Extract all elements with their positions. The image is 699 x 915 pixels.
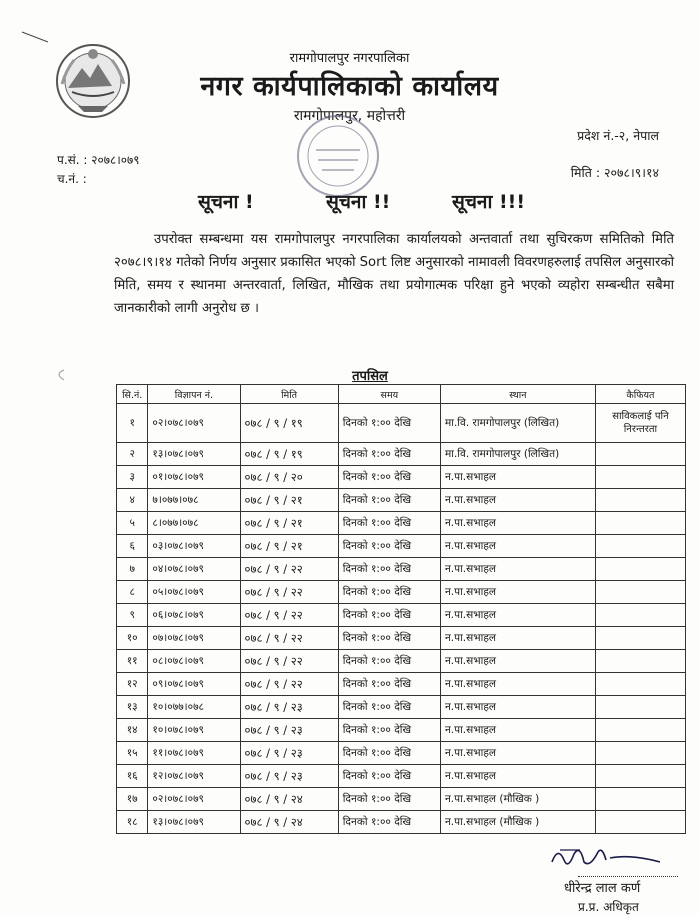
- cell-date: ०७८ / ९ / २२: [240, 604, 338, 627]
- cell-ad-no: १३।०७८।०७९: [148, 811, 240, 834]
- table-row: [117, 742, 686, 765]
- table-row: [117, 696, 686, 719]
- cell-place: न.पा.सभाहल: [440, 558, 595, 581]
- table-row: [117, 788, 686, 811]
- table-row: [117, 673, 686, 696]
- cell-place: न.पा.सभाहल: [440, 696, 595, 719]
- cell-time: दिनको १:०० देखि: [338, 719, 440, 742]
- header-place: स्थान: [440, 385, 595, 404]
- table-header-row: [117, 385, 686, 404]
- cell-place: न.पा.सभाहल: [440, 719, 595, 742]
- cell-sn: १६: [117, 765, 148, 788]
- cell-sn: ८: [117, 581, 148, 604]
- cell-place: न.पा.सभाहल: [440, 466, 595, 489]
- notice-body: उपरोक्त सम्बन्धमा यस रामगोपालपुर नगरपालिका कार्यालयको अन्तवार्ता तथा सुचिरकण समितिको मिति २०७८।९।१४ गतेको निर्णय अनुसार प्रकासित भएको Sort लिष्ट अनुसारको नामावली विवरणहरुलाई तपसिल अनुसारको मिति, समय र स्थानमा अन्तरवार्ता, लिखित, मौखिक तथा प्रयोगात्मक परिक्षा हुने भएको व्यहोरा सम्बन्धीत सबैमा जानकारीको लागी अनुरोध छ ।: [114, 232, 674, 316]
- cell-date: ०७८ / ९ / २३: [240, 696, 338, 719]
- cell-time: दिनको १:०० देखि: [338, 443, 440, 466]
- cell-place: मा.वि. रामगोपालपुर (लिखित): [440, 443, 595, 466]
- table-row: [117, 489, 686, 512]
- office-title: नगर कार्यपालिकाको कार्यालय: [200, 71, 499, 102]
- cell-place: न.पा.सभाहल: [440, 489, 595, 512]
- cell-sn: १३: [117, 696, 148, 719]
- cell-place: मा.वि. रामगोपालपुर (लिखित): [440, 404, 595, 443]
- header-ad-no: विज्ञापन नं.: [148, 385, 240, 404]
- cell-time: दिनको १:०० देखि: [338, 811, 440, 834]
- cell-date: ०७८ / ९ / २३: [240, 742, 338, 765]
- cell-sn: ७: [117, 558, 148, 581]
- cell-sn: ६: [117, 535, 148, 558]
- notice-heading: सूचना !: [198, 191, 254, 213]
- cell-ad-no: १०।०७८।०७९: [148, 719, 240, 742]
- cell-ad-no: १०।०७७।०७८: [148, 696, 240, 719]
- table-row: [117, 604, 686, 627]
- table-row: [117, 443, 686, 466]
- cell-remarks: [595, 650, 685, 673]
- cell-time: दिनको १:०० देखि: [338, 627, 440, 650]
- cell-time: दिनको १:०० देखि: [338, 673, 440, 696]
- cell-ad-no: ०९।०७८।०७९: [148, 673, 240, 696]
- cell-date: ०७८ / ९ / २२: [240, 650, 338, 673]
- cell-ad-no: १२।०७८।०७९: [148, 765, 240, 788]
- cell-sn: १७: [117, 788, 148, 811]
- cell-time: दिनको १:०० देखि: [338, 581, 440, 604]
- cell-remarks: [595, 489, 685, 512]
- cell-date: ०७८ / ९ / २४: [240, 788, 338, 811]
- cell-place: न.पा.सभाहल: [440, 650, 595, 673]
- cell-sn: १०: [117, 627, 148, 650]
- table-row: [117, 811, 686, 834]
- cell-remarks: [595, 466, 685, 489]
- cell-date: ०७८ / ९ / २३: [240, 719, 338, 742]
- cell-place: न.पा.सभाहल: [440, 512, 595, 535]
- cell-time: दिनको १:०० देखि: [338, 696, 440, 719]
- handwritten-signature: [540, 840, 670, 876]
- cell-date: ०७८ / ९ / २१: [240, 489, 338, 512]
- cell-sn: ५: [117, 512, 148, 535]
- table-row: [117, 581, 686, 604]
- cell-date: ०७८ / ९ / २१: [240, 535, 338, 558]
- cell-time: दिनको १:०० देखि: [338, 742, 440, 765]
- cell-time: दिनको १:०० देखि: [338, 535, 440, 558]
- province-text: प्रदेश नं.-२, नेपाल: [577, 128, 659, 143]
- cell-date: ०७८ / ९ / १९: [240, 443, 338, 466]
- cell-remarks: [595, 581, 685, 604]
- notice-heading: सूचना !!: [326, 191, 391, 213]
- header-date: मिति: [240, 385, 338, 404]
- cell-place: न.पा.सभाहल (मौखिक ): [440, 788, 595, 811]
- cell-ad-no: ११।०७८।०७९: [148, 742, 240, 765]
- cell-date: ०७८ / ९ / २२: [240, 558, 338, 581]
- table-row: [117, 719, 686, 742]
- schedule-table: [116, 384, 686, 834]
- table-row: [117, 650, 686, 673]
- cell-time: दिनको १:०० देखि: [338, 788, 440, 811]
- cell-sn: ४: [117, 489, 148, 512]
- office-address: रामगोपालपुर, महोत्तरी: [293, 108, 406, 124]
- cell-sn: ११: [117, 650, 148, 673]
- notice-heading: सूचना !!!: [452, 191, 525, 213]
- cell-place: न.पा.सभाहल: [440, 627, 595, 650]
- cell-date: ०७८ / ९ / २४: [240, 811, 338, 834]
- cell-place: न.पा.सभाहल (मौखिक ): [440, 811, 595, 834]
- cell-remarks: साविकलाई पनि निरन्तरता: [595, 404, 685, 443]
- cell-time: दिनको १:०० देखि: [338, 489, 440, 512]
- cell-remarks: [595, 627, 685, 650]
- cell-place: न.पा.सभाहल: [440, 742, 595, 765]
- cell-place: न.पा.सभाहल: [440, 673, 595, 696]
- cell-remarks: [595, 742, 685, 765]
- cell-time: दिनको १:०० देखि: [338, 604, 440, 627]
- cell-date: ०७८ / ९ / २२: [240, 581, 338, 604]
- schedule-title: तपसिल: [352, 369, 388, 384]
- dispatch-number: च.नं. :: [57, 172, 87, 186]
- cell-remarks: [595, 512, 685, 535]
- cell-ad-no: ०६।०७८।०७९: [148, 604, 240, 627]
- cell-sn: १: [117, 404, 148, 443]
- cell-ad-no: ०३।०७८।०७९: [148, 535, 240, 558]
- header-remarks: कैफियत: [595, 385, 685, 404]
- cell-sn: ९: [117, 604, 148, 627]
- cell-place: न.पा.सभाहल: [440, 604, 595, 627]
- table-row: [117, 627, 686, 650]
- municipality-name: रामगोपालपुर नगरपालिका: [289, 51, 410, 66]
- cell-remarks: [595, 535, 685, 558]
- table-row: [117, 404, 686, 443]
- cell-ad-no: ०१।०७८।०७९: [148, 466, 240, 489]
- cell-remarks: [595, 443, 685, 466]
- cell-sn: १५: [117, 742, 148, 765]
- cell-time: दिनको १:०० देखि: [338, 404, 440, 443]
- cell-remarks: [595, 696, 685, 719]
- cell-ad-no: ७।०७७।०७८: [148, 489, 240, 512]
- cell-remarks: [595, 558, 685, 581]
- header-sn: सि.नं.: [117, 385, 148, 404]
- schedule-body: [117, 404, 686, 834]
- cell-remarks: [595, 719, 685, 742]
- reference-number: प.सं. : २०७८।०७९: [57, 153, 140, 167]
- cell-remarks: [595, 604, 685, 627]
- cell-ad-no: ०२।०७८।०७९: [148, 788, 240, 811]
- cell-ad-no: १३।०७८।०७९: [148, 443, 240, 466]
- cell-date: ०७८ / ९ / २१: [240, 512, 338, 535]
- signature-line: [578, 876, 678, 877]
- table-row: [117, 558, 686, 581]
- cell-time: दिनको १:०० देखि: [338, 765, 440, 788]
- signatory-name: धीरेन्द्र लाल कर्ण: [564, 881, 641, 896]
- cell-remarks: [595, 788, 685, 811]
- cell-ad-no: ०४।०७८।०७९: [148, 558, 240, 581]
- cell-ad-no: ८।०७७।०७८: [148, 512, 240, 535]
- cell-date: ०७८ / ९ / २०: [240, 466, 338, 489]
- cell-date: ०७८ / ९ / २२: [240, 627, 338, 650]
- table-row: [117, 765, 686, 788]
- cell-sn: १८: [117, 811, 148, 834]
- cell-time: दिनको १:०० देखि: [338, 650, 440, 673]
- cell-date: ०७८ / ९ / २२: [240, 673, 338, 696]
- cell-ad-no: ०८।०७८।०७९: [148, 650, 240, 673]
- cell-place: न.पा.सभाहल: [440, 581, 595, 604]
- cell-place: न.पा.सभाहल: [440, 765, 595, 788]
- cell-remarks: [595, 765, 685, 788]
- table-row: [117, 512, 686, 535]
- cell-time: दिनको १:०० देखि: [338, 466, 440, 489]
- cell-sn: १४: [117, 719, 148, 742]
- cell-sn: २: [117, 443, 148, 466]
- cell-remarks: [595, 811, 685, 834]
- cell-time: दिनको १:०० देखि: [338, 558, 440, 581]
- header-time: समय: [338, 385, 440, 404]
- table-row: [117, 535, 686, 558]
- issue-date: मिति : २०७८।९।१४: [570, 165, 659, 180]
- cell-sn: ३: [117, 466, 148, 489]
- signatory-designation: प्र.प्र. अधिकृत: [578, 900, 639, 914]
- cell-date: ०७८ / ९ / १९: [240, 404, 338, 443]
- cell-ad-no: ०२।०७८।०७९: [148, 404, 240, 443]
- cell-place: न.पा.सभाहल: [440, 535, 595, 558]
- cell-time: दिनको १:०० देखि: [338, 512, 440, 535]
- cell-ad-no: ०५।०७८।०७९: [148, 581, 240, 604]
- cell-ad-no: ०७।०७८।०७९: [148, 627, 240, 650]
- cell-remarks: [595, 673, 685, 696]
- cell-sn: १२: [117, 673, 148, 696]
- corner-fold-mark: [20, 30, 50, 44]
- cell-date: ०७८ / ९ / २३: [240, 765, 338, 788]
- table-row: [117, 466, 686, 489]
